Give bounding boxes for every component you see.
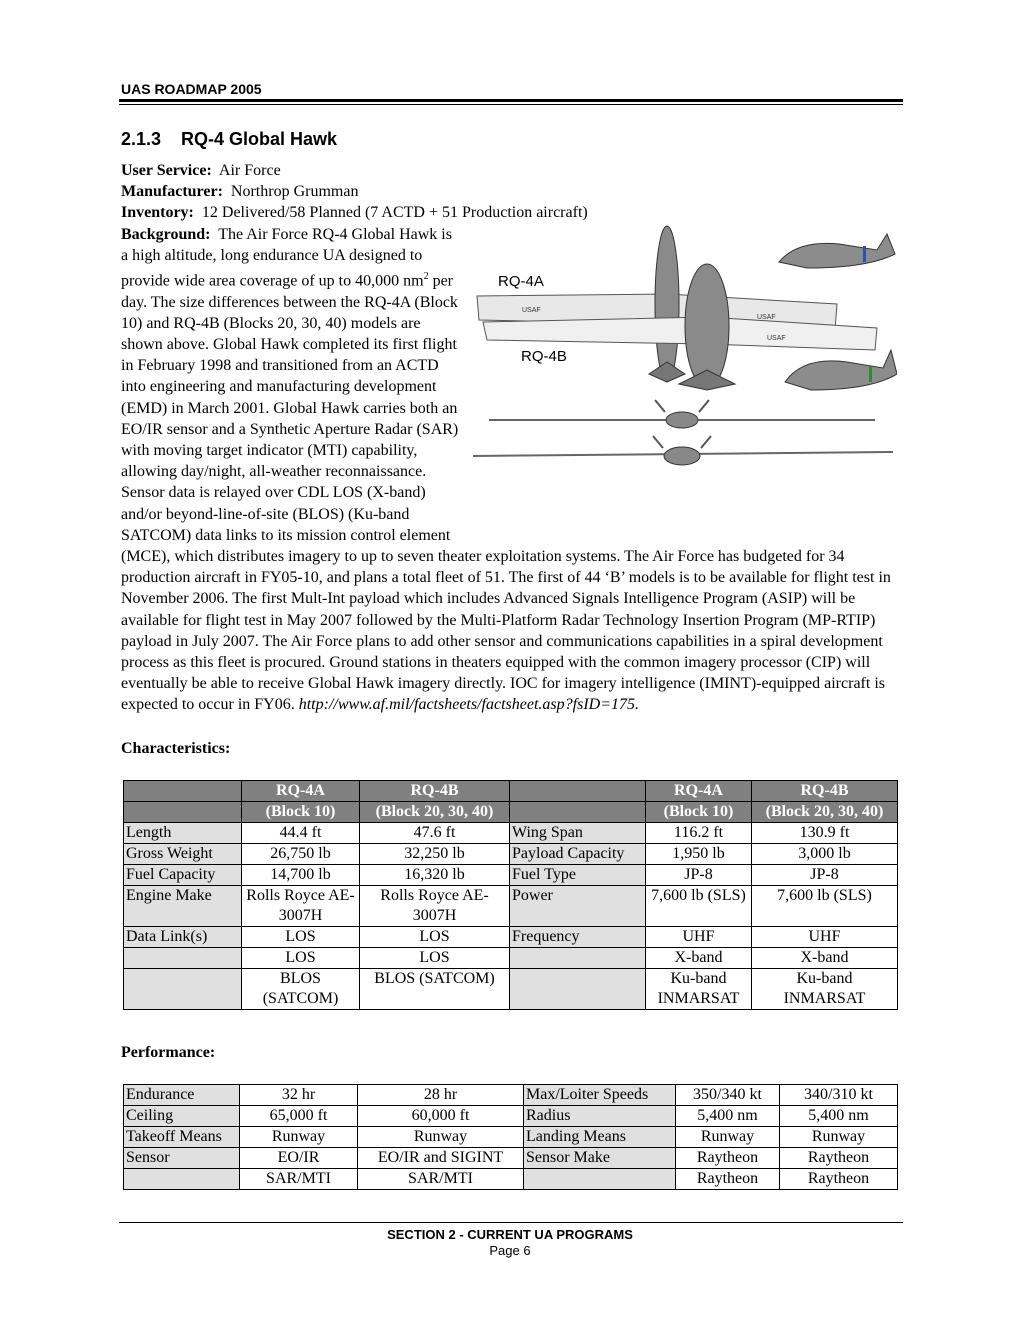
inventory-label: Inventory: — [121, 204, 194, 222]
row-label: Power — [510, 886, 646, 927]
factsheet-link[interactable]: http://www.af.mil/factsheets/factsheet.asp?fsID=175. — [298, 696, 639, 714]
header-cell: (Block 20, 30, 40) — [360, 802, 510, 823]
table-row — [124, 865, 898, 886]
cell: Runway — [780, 1127, 898, 1148]
rq4a-front-view — [489, 400, 875, 428]
cell: EO/IR and SIGINT — [358, 1148, 524, 1169]
rq4a-wing-marking-right: USAF — [757, 313, 776, 321]
table-row — [124, 844, 898, 865]
performance-title: Performance: — [121, 1044, 216, 1061]
user-service-label: User Service: — [121, 162, 212, 179]
cell: Runway — [358, 1127, 524, 1148]
table-row — [124, 823, 898, 844]
row-label: Wing Span — [510, 823, 646, 844]
body-text — [121, 160, 897, 716]
rq4b-label: RQ-4B — [521, 347, 567, 365]
cell: LOS — [360, 948, 510, 969]
cell: EO/IR — [240, 1148, 358, 1169]
row-label: Radius — [524, 1106, 676, 1127]
row-label: Fuel Type — [510, 865, 646, 886]
row-label: Sensor Make — [524, 1148, 676, 1169]
rq4a-label: RQ-4A — [498, 272, 544, 290]
row-label: Sensor — [124, 1148, 240, 1169]
cell: 47.6 ft — [360, 823, 510, 844]
rq4b-side-view — [785, 350, 897, 390]
cell: BLOS (SATCOM) — [360, 969, 510, 1010]
cell: X-band — [752, 948, 898, 969]
header-cell: (Block 10) — [646, 802, 752, 823]
row-label — [124, 948, 242, 969]
cell: Ku-band INMARSAT — [646, 969, 752, 1010]
table-row — [124, 927, 898, 948]
characteristics-header-row — [124, 781, 898, 802]
background-part1: The Air Force RQ-4 Global Hawk is a high altitude, long endurance UA designed to provide wide area coverage of up to 40,000 nm — [121, 225, 452, 290]
performance-table — [123, 1084, 898, 1190]
rq4b-wing-marking: USAF — [767, 334, 786, 342]
background-part2: per day. The size differences between the RQ-4A (Block 10) and RQ-4B (Blocks 20, 30, 40) models are shown above. Global Hawk completed its first flight in February 1998 and transitioned from an ACTD into engineering and manufacturing development (EMD) in March 2001. Global Hawk carries both an EO/IR sensor and a Synthetic Aperture Radar (SAR) with moving target indicator (MTI) capability, allowing day/night, all-weather reconnaissance. Sensor data is relayed over CDL LOS (X-band) and/or beyond-line-of-site (BLOS) (Ku-band SATCOM) data links to its mission control element (MCE), which distributes imagery to up to seven theater exploitation systems. The Air Force has budgeted for 34 production aircraft in FY05-10, and plans a total fleet of 51. The first of 44 ‘B’ models is to be available for flight test in November 2006. The first Mult-Int payload which includes Advanced Signals Intelligence Program (ASIP) will be available for flight test in May 2007 followed by the Multi-Platform Radar Technology Insertion Program (MP-RTIP) payload in July 2007. The Air Force plans to add other sensor and communications capabilities in a spiral development process as this fleet is procured. Ground stations in theaters equipped with the common imagery processor (CIP) will eventually be able to receive Global Hawk imagery directly. IOC for imagery intelligence (IMINT)-equipped aircraft is expected to occur in FY06. — [121, 272, 891, 714]
row-label: Payload Capacity — [510, 844, 646, 865]
cell: SAR/MTI — [358, 1169, 524, 1190]
cell: 5,400 nm — [676, 1106, 780, 1127]
rq4a-side-view — [779, 234, 895, 268]
cell: 5,400 nm — [780, 1106, 898, 1127]
cell: 44.4 ft — [242, 823, 360, 844]
row-label: Engine Make — [124, 886, 242, 927]
table-row — [124, 1085, 898, 1106]
cell: Raytheon — [780, 1169, 898, 1190]
row-label: Endurance — [124, 1085, 240, 1106]
cell: 32 hr — [240, 1085, 358, 1106]
cell: JP-8 — [752, 865, 898, 886]
cell: Ku-band INMARSAT — [752, 969, 898, 1010]
row-label: Fuel Capacity — [124, 865, 242, 886]
rq4b-front-view — [473, 436, 893, 465]
cell: 130.9 ft — [752, 823, 898, 844]
background-label: Background: — [121, 225, 211, 243]
page-number: Page 6 — [489, 1243, 531, 1258]
table-row — [124, 886, 898, 927]
cell: 7,600 lb (SLS) — [646, 886, 752, 927]
header-cell: RQ-4B — [752, 781, 898, 802]
cell: 28 hr — [358, 1085, 524, 1106]
cell: UHF — [646, 927, 752, 948]
background-sup: 2 — [423, 271, 429, 283]
footer-section: SECTION 2 - CURRENT UA PROGRAMS — [387, 1227, 633, 1242]
row-label: Ceiling — [124, 1106, 240, 1127]
row-label: Takeoff Means — [124, 1127, 240, 1148]
row-label: Max/Loiter Speeds — [524, 1085, 676, 1106]
header-blank — [124, 802, 242, 823]
cell: 32,250 lb — [360, 844, 510, 865]
row-label: Data Link(s) — [124, 927, 242, 948]
cell: Runway — [240, 1127, 358, 1148]
cell: Rolls Royce AE-3007H — [360, 886, 510, 927]
header-rule — [119, 99, 903, 102]
header-rule-thin — [119, 104, 903, 105]
cell: 116.2 ft — [646, 823, 752, 844]
manufacturer-line — [121, 181, 897, 202]
cell: LOS — [360, 927, 510, 948]
cell: SAR/MTI — [240, 1169, 358, 1190]
table-row — [124, 1148, 898, 1169]
row-label — [124, 969, 242, 1010]
cell: UHF — [752, 927, 898, 948]
header-blank — [510, 802, 646, 823]
header-blank — [510, 781, 646, 802]
row-label: Length — [124, 823, 242, 844]
row-label — [510, 948, 646, 969]
cell: Raytheon — [676, 1148, 780, 1169]
row-label: Gross Weight — [124, 844, 242, 865]
user-service-line — [121, 160, 897, 181]
cell: 60,000 ft — [358, 1106, 524, 1127]
row-label — [124, 1169, 240, 1190]
cell: Runway — [676, 1127, 780, 1148]
section-title — [121, 129, 337, 150]
manufacturer-value: Northrop Grumman — [230, 183, 359, 201]
section-name: RQ-4 Global Hawk — [181, 129, 338, 149]
section-number: 2.1.3 — [121, 129, 162, 149]
characteristics-table — [123, 780, 898, 1010]
cell: 340/310 kt — [780, 1085, 898, 1106]
table-row — [124, 948, 898, 969]
characteristics-header-row-2 — [124, 802, 898, 823]
inventory-line — [121, 202, 897, 223]
manufacturer-label: Manufacturer: — [121, 183, 223, 201]
cell: 7,600 lb (SLS) — [752, 886, 898, 927]
cell: LOS — [242, 948, 360, 969]
aircraft-silhouettes — [467, 224, 897, 541]
characteristics-title: Characteristics: — [121, 740, 231, 757]
header-cell: RQ-4A — [646, 781, 752, 802]
cell: 65,000 ft — [240, 1106, 358, 1127]
rq4a-wing-marking-left: USAF — [522, 306, 541, 314]
header-cell: (Block 10) — [242, 802, 360, 823]
header-cell: RQ-4A — [242, 781, 360, 802]
cell: Rolls Royce AE-3007H — [242, 886, 360, 927]
user-service-value: Air Force — [218, 162, 281, 179]
cell: JP-8 — [646, 865, 752, 886]
cell: 26,750 lb — [242, 844, 360, 865]
running-header: UAS ROADMAP 2005 — [121, 81, 262, 97]
cell: BLOS (SATCOM) — [242, 969, 360, 1010]
cell: 350/340 kt — [676, 1085, 780, 1106]
header-cell: (Block 20, 30, 40) — [752, 802, 898, 823]
cell: 16,320 lb — [360, 865, 510, 886]
row-label: Frequency — [510, 927, 646, 948]
cell: Raytheon — [676, 1169, 780, 1190]
page-footer — [0, 1227, 1020, 1259]
table-row — [124, 1106, 898, 1127]
cell: X-band — [646, 948, 752, 969]
table-row — [124, 1169, 898, 1190]
inventory-value: 12 Delivered/58 Planned (7 ACTD + 51 Production aircraft) — [201, 204, 588, 222]
row-label — [510, 969, 646, 1010]
table-row — [124, 1127, 898, 1148]
aircraft-comparison-figure — [467, 224, 897, 541]
footer-rule — [119, 1222, 903, 1223]
row-label — [524, 1169, 676, 1190]
row-label: Landing Means — [524, 1127, 676, 1148]
cell: 14,700 lb — [242, 865, 360, 886]
header-cell: RQ-4B — [360, 781, 510, 802]
cell: Raytheon — [780, 1148, 898, 1169]
cell: 3,000 lb — [752, 844, 898, 865]
header-blank — [124, 781, 242, 802]
cell: 1,950 lb — [646, 844, 752, 865]
table-row — [124, 969, 898, 1010]
cell: LOS — [242, 927, 360, 948]
